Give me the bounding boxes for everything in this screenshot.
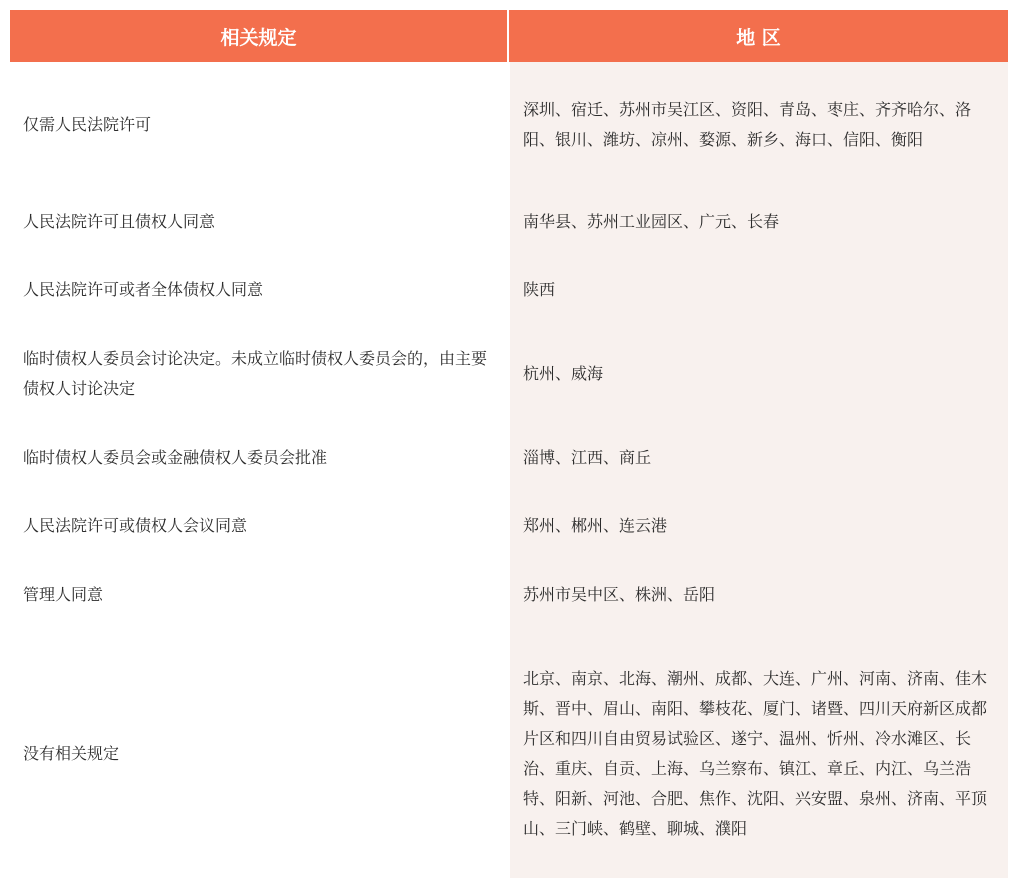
regions-text: 深圳、宿迁、苏州市吴江区、资阳、青岛、枣庄、齐齐哈尔、洛阳、银川、潍坊、凉州、婺源、新乡、海口、信阳、衡阳 — [523, 100, 972, 149]
regions-text: 苏州市吴中区、株洲、岳阳 — [523, 585, 716, 604]
rule-cell — [10, 324, 510, 424]
rule-text: 人民法院许可且债权人同意 — [23, 212, 216, 231]
rule-cell — [10, 492, 510, 560]
regions-text: 淄博、江西、商丘 — [523, 448, 652, 467]
regions-cell — [510, 560, 1008, 630]
regions-text: 杭州、威海 — [523, 364, 604, 383]
rule-cell — [10, 62, 510, 188]
regions-text: 南华县、苏州工业园区、广元、长春 — [523, 212, 780, 231]
regulation-table — [10, 10, 1008, 878]
table-row — [10, 630, 1008, 878]
table-row — [10, 188, 1008, 256]
header-rules: 相关规定 — [10, 10, 509, 62]
rule-cell — [10, 630, 510, 878]
regions-cell — [510, 630, 1008, 878]
rule-text: 没有相关规定 — [23, 744, 120, 763]
regions-cell — [510, 492, 1008, 560]
header-regions: 地 区 — [736, 26, 781, 49]
regions-cell — [510, 256, 1008, 324]
table-row — [10, 560, 1008, 630]
regions-cell — [510, 424, 1008, 492]
rule-text: 仅需人民法院许可 — [23, 115, 152, 134]
regions-text: 郑州、郴州、连云港 — [523, 516, 668, 535]
regions-cell — [510, 62, 1008, 188]
rule-text: 临时债权人委员会或金融债权人委员会批准 — [23, 448, 328, 467]
rule-cell — [10, 560, 510, 630]
rule-text: 临时债权人委员会讨论决定。未成立临时债权人委员会的，由主要债权人讨论决定 — [23, 349, 488, 398]
regions-text: 陕西 — [523, 280, 556, 299]
table-header — [10, 10, 1008, 62]
table-row — [10, 62, 1008, 188]
rule-text: 管理人同意 — [23, 585, 104, 604]
table-row — [10, 324, 1008, 424]
rule-text: 人民法院许可或债权人会议同意 — [23, 516, 248, 535]
rule-text: 人民法院许可或者全体债权人同意 — [23, 280, 264, 299]
rule-cell — [10, 188, 510, 256]
regions-cell — [510, 188, 1008, 256]
table-row — [10, 492, 1008, 560]
rule-cell — [10, 424, 510, 492]
rule-cell — [10, 256, 510, 324]
regions-text: 北京、南京、北海、潮州、成都、大连、广州、河南、济南、佳木斯、晋中、眉山、南阳、攀枝花、厦门、诸暨、四川天府新区成都片区和四川自由贸易试验区、遂宁、温州、忻州、冷水滩区、长治、重庆、自贡、上海、乌兰察布、镇江、章丘、内江、乌兰浩特、阳新、河池、合肥、焦作、沈阳、兴安盟、泉州、济南、平顶山、三门峡、鹤壁、聊城、濮阳 — [523, 669, 988, 838]
table-row — [10, 424, 1008, 492]
regions-cell — [510, 324, 1008, 424]
table-row — [10, 256, 1008, 324]
